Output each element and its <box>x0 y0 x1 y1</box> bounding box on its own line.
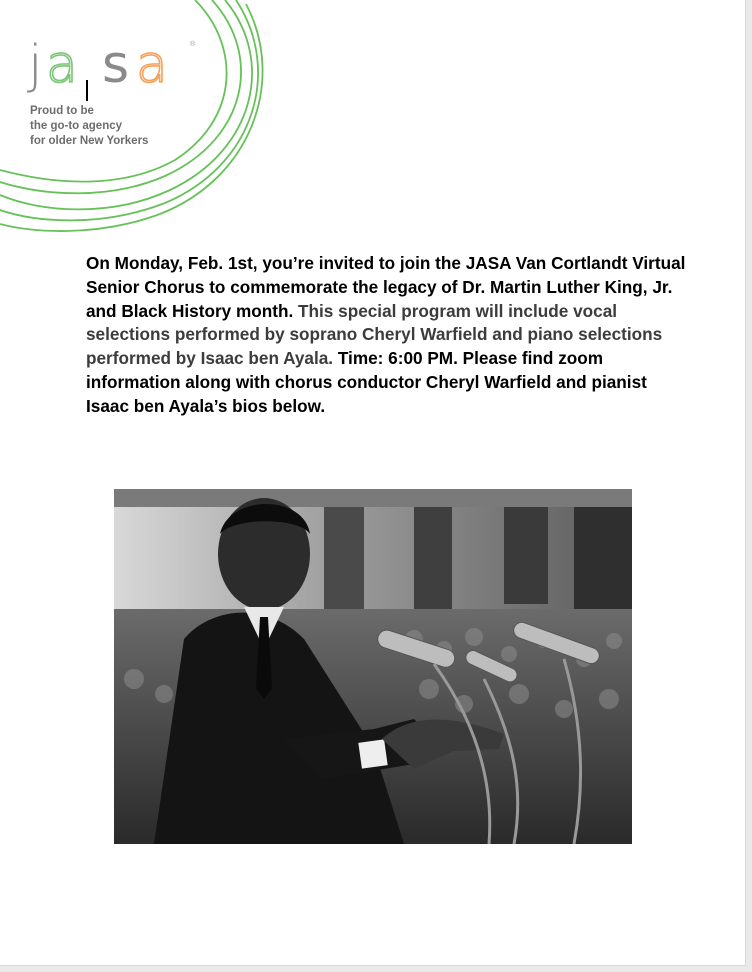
intro-part-1: On Monday, Feb. 1st, you’re invited to join the JASA Van Cortlandt Virtual Senior Chorus to commemorate the legacy of Dr. Martin Luther King, Jr. and Black History month. <box>86 253 686 321</box>
intro-part-3: Time: 6:00 PM. Please find zoom information along with chorus conductor Cheryl Warfield and pianist Isaac ben Ayala’s bios below. <box>86 348 647 416</box>
logo-letter-a1: a <box>46 38 78 94</box>
intro-part-2: This special program will include vocal selections performed by soprano Cheryl Warfield and piano selections performed by Isaac ben Ayala. <box>86 300 663 369</box>
logo-letter-s: s <box>102 38 130 94</box>
text-cursor <box>86 80 88 101</box>
registered-mark: ® <box>190 41 196 48</box>
intro-paragraph <box>86 252 686 419</box>
mlk-photograph <box>114 489 632 844</box>
page-shadow-right <box>746 0 752 972</box>
tagline-line-2: the go-to agency <box>30 120 123 132</box>
tagline-line-1: Proud to be <box>30 105 94 117</box>
logo-letter-a2: a <box>136 38 168 94</box>
jasa-logo <box>26 38 206 94</box>
tagline <box>30 104 200 149</box>
page-shadow-bottom <box>0 966 752 972</box>
logo-letter-j: j <box>28 38 43 94</box>
tagline-line-3: for older New Yorkers <box>30 135 149 147</box>
